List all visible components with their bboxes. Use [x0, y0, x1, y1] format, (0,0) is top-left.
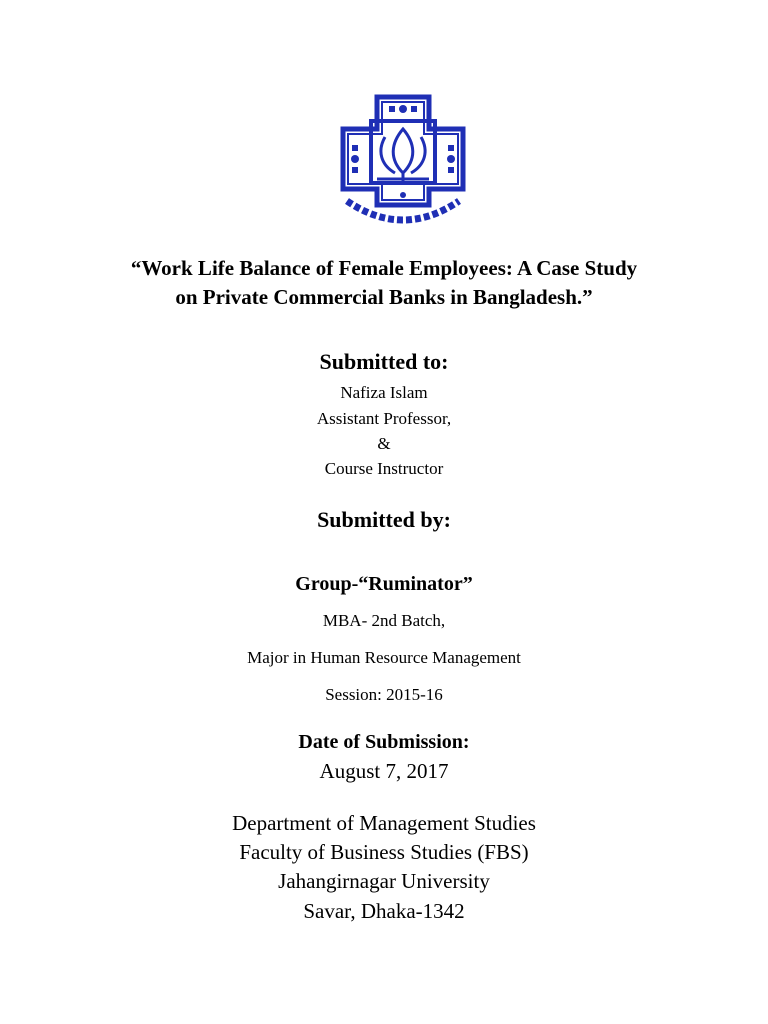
- instructor-position: Assistant Professor,: [316, 409, 452, 428]
- program-batch: MBA- 2nd Batch,: [322, 611, 446, 630]
- major: Major in Human Resource Management: [247, 648, 521, 667]
- university-logo: [337, 93, 469, 229]
- submitted-to-heading: Submitted to:: [319, 349, 449, 374]
- university-address: Savar, Dhaka-1342: [303, 899, 465, 923]
- department: Department of Management Studies: [232, 811, 536, 835]
- university-name: Jahangirnagar University: [278, 869, 490, 893]
- submitted-by-heading: Submitted by:: [317, 507, 451, 532]
- instructor-name: Nafiza Islam: [340, 383, 428, 402]
- session: Session: 2015-16: [325, 685, 443, 704]
- ampersand: &: [377, 434, 391, 453]
- faculty: Faculty of Business Studies (FBS): [239, 840, 529, 864]
- submission-date: August 7, 2017: [319, 759, 449, 783]
- instructor-role: Course Instructor: [324, 459, 444, 478]
- report-title-line-2: on Private Commercial Banks in Bangladesh.”: [175, 285, 593, 309]
- group-name: Group-“Ruminator”: [295, 573, 473, 595]
- submission-date-heading: Date of Submission:: [298, 731, 470, 753]
- report-title-line-1: “Work Life Balance of Female Employees: A Case Study: [130, 256, 638, 280]
